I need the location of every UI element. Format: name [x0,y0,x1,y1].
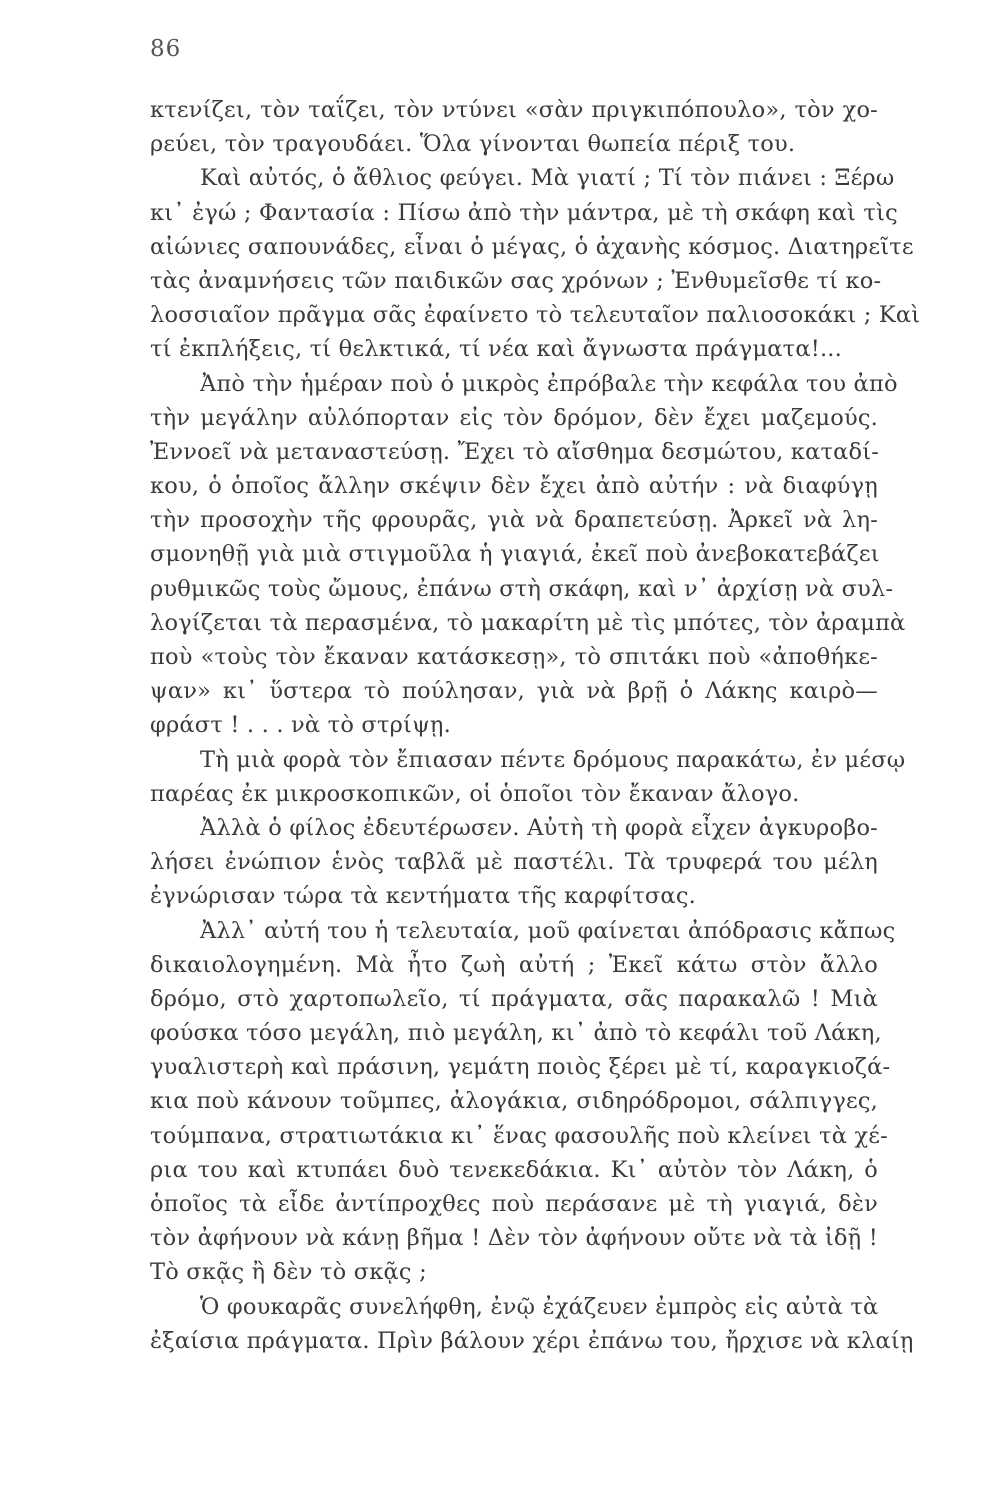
text-line: παρέας ἐκ μικροσκοπικῶν, οἱ ὁποῖοι τὸν ἔκαναν ἄλογο. [150,780,800,807]
page-number: 86 [150,36,182,62]
text-line: σμονηθῇ γιὰ μιὰ στιγμοῦλα ἡ γιαγιά, ἐκεῖ ποὺ ἀνεβοκατεβάζει [150,541,880,568]
text-line: κι᾽ ἐγώ ; Φαντασία : Πίσω ἀπὸ τὴν μάντρα, μὲ τὴ σκάφη καὶ τὶς [150,199,898,226]
text-line: δρόμο, στὸ χαρτοπωλεῖο, τί πράγματα, σᾶς παρακαλῶ ! Μιὰ [150,985,878,1012]
text-line: ρυθμικῶς τοὺς ὤμους, ἐπάνω στὴ σκάφη, καὶ ν᾽ ἀρχίσῃ νὰ συλ- [150,575,894,602]
text-line: τὸν ἀφήνουν νὰ κάνῃ βῆμα ! Δὲν τὸν ἀφήνουν οὔτε νὰ τὰ ἰδῇ ! [150,1225,878,1252]
text-line: Ἀλλὰ ὁ φίλος ἐδευτέρωσεν. Αὐτὴ τὴ φορὰ εἶχεν ἀγκυροβο- [200,814,878,841]
text-line: λογίζεται τὰ περασμένα, τὸ μακαρίτη μὲ τὶς μπότες, τὸν ἀραμπὰ [150,609,906,636]
text-line: ἐξαίσια πράγματα. Πρὶν βάλουν χέρι ἐπάνω του, ἤρχισε νὰ κλαίῃ [150,1327,914,1354]
text-line: ποὺ «τοὺς τὸν ἔκαναν κατάσκεσῃ», τὸ σπιτάκι ποὺ «ἀποθήκε- [150,644,878,670]
text-line: κτενίζει, τὸν ταΐζει, τὸν ντύνει «σὰν πριγκιπόπουλο», τὸν χο- [150,97,878,123]
text-line: κου, ὁ ὁποῖος ἄλλην σκέψιν δὲν ἔχει ἀπὸ αὐτήν : νὰ διαφύγῃ [150,473,878,500]
text-line: Ἐννοεῖ νὰ μεταναστεύσῃ. Ἔχει τὸ αἴσθημα δεσμώτου, καταδί- [150,438,880,465]
text-line: αἰώνιες σαπουνάδες, εἶναι ὁ μέγας, ὁ ἀχανὴς κόσμος. Διατηρεῖτε [150,233,914,260]
text-line: δικαιολογημένη. Μὰ ἦτο ζωὴ αὐτή ; Ἐκεῖ κάτω στὸν ἄλλο [150,951,878,978]
text-line: ρια του καὶ κτυπάει δυὸ τενεκεδάκια. Κι᾽ αὐτὸν τὸν Λάκη, ὁ [150,1156,878,1183]
text-line: τὴν προσοχὴν τῆς φρουρᾶς, γιὰ νὰ δραπετεύσῃ. Ἀρκεῖ νὰ λη- [150,507,878,534]
text-line: τὰς ἀναμνήσεις τῶν παιδικῶν σας χρόνων ; Ἐνθυμεῖσθε τί κο- [150,267,882,294]
text-line: λοσσιαῖον πρᾶγμα σᾶς ἐφαίνετο τὸ τελευταῖον παλιοσοκάκι ; Καὶ [150,302,921,329]
text-line: τούμπανα, στρατιωτάκια κι᾽ ἕνας φασουλῆς ποὺ κλείνει τὰ χέ- [150,1122,888,1149]
body-text [150,93,921,1358]
text-line: Ἀπὸ τὴν ἡμέραν ποὺ ὁ μικρὸς ἐπρόβαλε τὴν κεφάλα του ἀπὸ [200,370,898,397]
text-line: τί ἐκπλήξεις, τί θελκτικά, τί νέα καὶ ἄγνωστα πράγματα!... [150,336,843,363]
text-line: Τὴ μιὰ φορὰ τὸν ἔπιασαν πέντε δρόμους παρακάτω, ἐν μέσῳ [200,746,906,773]
text-line: φράστ ! . . . νὰ τὸ στρίψῃ. [150,712,451,739]
text-line: Ἀλλ᾽ αὐτή του ἡ τελευταία, μοῦ φαίνεται ἀπόδρασις κἄπως [200,917,896,944]
text-line: Τὸ σκᾷς ἢ δὲν τὸ σκᾷς ; [150,1259,427,1286]
text-line: κια ποὺ κάνουν τοῦμπες, ἀλογάκια, σιδηρόδρομοι, σάλπιγγες, [150,1088,878,1115]
text-line: ρεύει, τὸν τραγουδάει. Ὅλα γίνονται θωπεία πέριξ του. [150,131,796,158]
text-line: φούσκα τόσο μεγάλη, πιὸ μεγάλη, κι᾽ ἀπὸ τὸ κεφάλι τοῦ Λάκη, [150,1020,882,1047]
text-line: ὁποῖος τὰ εἶδε ἀντίπροχθες ποὺ περάσανε μὲ τὴ γιαγιά, δὲν [150,1191,878,1217]
text-line: ψαν» κι᾽ ὕστερα τὸ πούλησαν, γιὰ νὰ βρῇ ὁ Λάκης καιρὸ— [150,678,878,705]
text-line: γυαλιστερὴ καὶ πράσινη, γεμάτη ποιὸς ξέρει μὲ τί, καραγκιοζά- [150,1054,891,1081]
text-line: λήσει ἐνώπιον ἑνὸς ταβλᾶ μὲ παστέλι. Τὰ τρυφερά του μέλη [150,849,878,876]
text-line: Ὁ φουκαρᾶς συνελήφθη, ἐνῷ ἐχάζευεν ἐμπρὸς εἰς αὐτὰ τὰ [200,1293,879,1320]
text-line: ἐγνώρισαν τώρα τὰ κεντήματα τῆς καρφίτσας. [150,883,696,910]
text-line: Καὶ αὐτός, ὁ ἄθλιος φεύγει. Μὰ γιατί ; Τί τὸν πιάνει : Ξέρω [200,165,895,192]
text-line: τὴν μεγάλην αὐλόπορταν εἰς τὸν δρόμον, δὲν ἔχει μαζεμούς. [150,404,878,431]
